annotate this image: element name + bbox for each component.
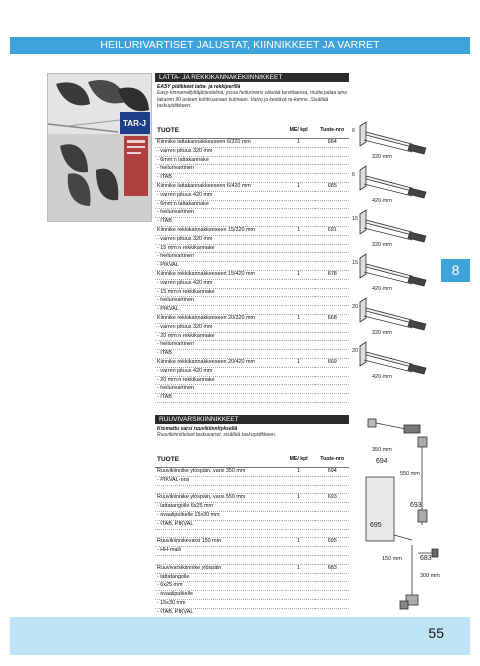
table-row xyxy=(155,147,349,156)
bracket-length-label: 320 mm xyxy=(372,242,392,248)
label-550mm: 550 mm xyxy=(400,471,420,477)
unit-cell xyxy=(282,209,316,218)
product-name-cell xyxy=(155,555,282,564)
product-name-cell: Ruuvikiinnikevarsi 150 mm xyxy=(155,538,282,547)
product-number-cell xyxy=(315,591,349,600)
label-683: 683 xyxy=(420,555,432,562)
product-number-cell xyxy=(315,174,349,183)
bracket-drawings xyxy=(350,118,440,388)
table-row xyxy=(155,253,349,262)
unit-cell xyxy=(282,529,316,538)
product-number-cell: 693 xyxy=(315,494,349,503)
unit-cell: 1 xyxy=(282,468,316,477)
unit-cell xyxy=(282,394,316,403)
unit-cell xyxy=(282,591,316,600)
product-name-cell: - 20 mm:n rekkikannake xyxy=(155,376,282,385)
table-row xyxy=(155,182,349,191)
bracket-length-label: 320 mm xyxy=(372,330,392,336)
product-number-cell: 695 xyxy=(315,538,349,547)
product-name-cell: Ruuvivarsikiinnike ylöspäin xyxy=(155,564,282,573)
product-number-cell xyxy=(315,200,349,209)
product-number-cell xyxy=(315,156,349,165)
product-number-cell xyxy=(315,262,349,271)
product-photo xyxy=(47,73,152,222)
bracket-drawing xyxy=(360,122,426,154)
table-row xyxy=(155,376,349,385)
product-number-cell xyxy=(315,165,349,174)
product-number-cell xyxy=(315,599,349,608)
product-number-cell xyxy=(315,279,349,288)
product-number-cell xyxy=(315,218,349,227)
column-header-number: Tuote-nro xyxy=(315,122,349,139)
table-row xyxy=(155,529,349,538)
product-number-cell xyxy=(315,573,349,582)
table-row xyxy=(155,156,349,165)
table-row xyxy=(155,288,349,297)
product-name-cell: - varren pituus 420 mm xyxy=(155,191,282,200)
table-row xyxy=(155,367,349,376)
unit-cell xyxy=(282,520,316,529)
unit-cell: 1 xyxy=(282,270,316,279)
table-row xyxy=(155,394,349,403)
table-row xyxy=(155,174,349,183)
product-number-cell xyxy=(315,244,349,253)
screw-bracket-drawing xyxy=(362,415,442,615)
unit-cell xyxy=(282,262,316,271)
label-150mm: 150 mm xyxy=(382,556,402,562)
bracket-length-label: 320 mm xyxy=(372,154,392,160)
unit-cell xyxy=(282,147,316,156)
page-header: HEILURIVARTISET JALUSTAT, KIINNIKKEET JA VARRET xyxy=(10,37,470,54)
product-name-cell: - ITAB xyxy=(155,218,282,227)
unit-cell xyxy=(282,476,316,485)
label-693: 693 xyxy=(410,502,422,509)
label-300mm: 300 mm xyxy=(420,573,440,579)
product-number-cell xyxy=(315,476,349,485)
product-name-cell: Ruuvikiinnike ylöspäin, varsi 550 mm xyxy=(155,494,282,503)
product-number-cell xyxy=(315,306,349,315)
table-row xyxy=(155,468,349,477)
section-description: Easy-hinnamallyttäjärjestelmä, jossa heilurivarsi väistää tarvittaessa, mutta palaa aina takaisin 90 asteen kohtisuoraan kulmaan. Valvo ja kestävä ra-kenne. Sisältää taskupidikkeen. xyxy=(157,90,348,109)
column-header-product: TUOTE xyxy=(155,122,282,139)
table-row xyxy=(155,297,349,306)
table-row xyxy=(155,582,349,591)
unit-cell xyxy=(282,323,316,332)
unit-cell xyxy=(282,200,316,209)
unit-cell: 1 xyxy=(282,182,316,191)
unit-cell xyxy=(282,511,316,520)
product-name-cell: - varren pituus 320 mm xyxy=(155,235,282,244)
product-number-cell xyxy=(315,367,349,376)
bracket-thickness-label: 20 xyxy=(352,348,359,354)
table-row xyxy=(155,547,349,556)
table-row xyxy=(155,191,349,200)
product-name-cell: - 20 mm:n rekkikannake xyxy=(155,332,282,341)
page-footer xyxy=(10,617,470,655)
unit-cell xyxy=(282,350,316,359)
product-number-cell xyxy=(315,235,349,244)
bracket-thickness-label: 15 xyxy=(352,216,359,222)
table-row xyxy=(155,591,349,600)
table-row xyxy=(155,385,349,394)
table-row xyxy=(155,244,349,253)
product-name-cell: - 15x30 mm xyxy=(155,599,282,608)
table-row xyxy=(155,270,349,279)
section-intro-ruuvi xyxy=(157,426,349,439)
unit-cell xyxy=(282,156,316,165)
product-name-cell: - lattatangolle 6x25 mm xyxy=(155,503,282,512)
product-name-cell: - varren pituus 420 mm xyxy=(155,279,282,288)
unit-cell xyxy=(282,306,316,315)
product-name-cell: Kiinnike lattakannakkeeseen 6/320 mm xyxy=(155,139,282,148)
bracket-drawing xyxy=(360,166,426,198)
product-name-cell: Kiinnike rekkikannakkeeseen 15/320 mm xyxy=(155,226,282,235)
product-name-cell: - heilurivartinen xyxy=(155,385,282,394)
product-name-cell: Kiinnike rekkikannakkeeseen 15/420 mm xyxy=(155,270,282,279)
product-number-cell: 685 xyxy=(315,182,349,191)
unit-cell xyxy=(282,174,316,183)
unit-cell xyxy=(282,341,316,350)
product-number-cell: 678 xyxy=(315,270,349,279)
unit-cell: 1 xyxy=(282,139,316,148)
bracket-thickness-label: 20 xyxy=(352,304,359,310)
product-name-cell: - heilurivartinen xyxy=(155,297,282,306)
unit-cell xyxy=(282,332,316,341)
product-name-cell: - lattatangolle xyxy=(155,573,282,582)
unit-cell xyxy=(282,385,316,394)
table-row xyxy=(155,350,349,359)
unit-cell xyxy=(282,235,316,244)
bracket-drawing xyxy=(360,298,426,330)
unit-cell xyxy=(282,573,316,582)
product-number-cell xyxy=(315,332,349,341)
table-row xyxy=(155,503,349,512)
table-row xyxy=(155,511,349,520)
product-name-cell: - ITAB, PIKVAL xyxy=(155,608,282,617)
product-number-cell xyxy=(315,297,349,306)
column-header-unit: ME/ kpl xyxy=(282,122,316,139)
table-row xyxy=(155,200,349,209)
unit-cell: 1 xyxy=(282,494,316,503)
table-row xyxy=(155,476,349,485)
product-number-cell xyxy=(315,529,349,538)
table-row xyxy=(155,332,349,341)
unit-cell: 1 xyxy=(282,564,316,573)
product-number-cell xyxy=(315,191,349,200)
product-name-cell xyxy=(155,529,282,538)
bracket-thickness-label: 6 xyxy=(352,172,356,178)
product-number-cell xyxy=(315,209,349,218)
product-name-cell: - varren pituus 420 mm xyxy=(155,367,282,376)
product-number-cell: 668 xyxy=(315,314,349,323)
product-number-cell xyxy=(315,555,349,564)
unit-cell xyxy=(282,165,316,174)
product-name-cell: - 6mm:n lattakannake xyxy=(155,200,282,209)
product-name-cell: - ITAB xyxy=(155,174,282,183)
product-name-cell: - heilurivartinen xyxy=(155,341,282,350)
table-row xyxy=(155,555,349,564)
product-number-cell xyxy=(315,350,349,359)
unit-cell: 1 xyxy=(282,358,316,367)
unit-cell xyxy=(282,279,316,288)
product-number-cell xyxy=(315,385,349,394)
product-number-cell xyxy=(315,520,349,529)
product-number-cell xyxy=(315,547,349,556)
product-name-cell: - ovaaliputkelle xyxy=(155,591,282,600)
product-name-cell: - heilurivartinen xyxy=(155,253,282,262)
table-row xyxy=(155,262,349,271)
table-row xyxy=(155,165,349,174)
product-number-cell xyxy=(315,582,349,591)
product-name-cell: - PIKVAL xyxy=(155,262,282,271)
product-number-cell: 684 xyxy=(315,139,349,148)
bracket-length-label: 420 mm xyxy=(372,374,392,380)
product-number-cell: 669 xyxy=(315,358,349,367)
unit-cell xyxy=(282,376,316,385)
product-number-cell xyxy=(315,341,349,350)
section-subtitle: EASY pidikkeet latta- ja rekkiperillä xyxy=(157,84,241,90)
table-row xyxy=(155,235,349,244)
product-number-cell xyxy=(315,511,349,520)
column-header-product: TUOTE xyxy=(155,451,282,468)
product-name-cell: - HH-malli xyxy=(155,547,282,556)
unit-cell xyxy=(282,485,316,494)
section-title-ruuvi: RUUVIVARSIKIINNIKKEET xyxy=(155,415,349,424)
unit-cell: 1 xyxy=(282,538,316,547)
product-name-cell: - PIKVAL-orsi xyxy=(155,476,282,485)
column-header-unit: ME/ kpl xyxy=(282,451,316,468)
table-row xyxy=(155,538,349,547)
table-row xyxy=(155,218,349,227)
product-table-ruuvi xyxy=(155,451,349,618)
table-row xyxy=(155,520,349,529)
product-name-cell: Kiinnike lattakannakkeeseen 6/420 mm xyxy=(155,182,282,191)
product-name-cell: - ovaaliputkelle 15x30 mm xyxy=(155,511,282,520)
product-number-cell xyxy=(315,608,349,617)
product-number-cell: 683 xyxy=(315,564,349,573)
product-table-latta xyxy=(155,122,349,403)
product-name-cell: Kiinnike rekkikannakkeeseen 20/420 mm xyxy=(155,358,282,367)
table-row xyxy=(155,564,349,573)
section-title-latta: LATTA- JA REKKIKANNAKEKIINNIKKEET xyxy=(155,73,349,82)
product-name-cell: Ruuvikiinnike ylöspäin, varsi 350 mm xyxy=(155,468,282,477)
unit-cell xyxy=(282,218,316,227)
product-name-cell: - PIKVAL xyxy=(155,306,282,315)
unit-cell xyxy=(282,547,316,556)
unit-cell xyxy=(282,503,316,512)
product-number-cell xyxy=(315,376,349,385)
table-row xyxy=(155,323,349,332)
unit-cell xyxy=(282,297,316,306)
section2-description: Ruuvikiinnitteiset taskuvarret, sisältää taskupidikkeen. xyxy=(157,432,277,439)
product-name-cell: - varren pituus 320 mm xyxy=(155,323,282,332)
unit-cell xyxy=(282,288,316,297)
product-number-cell xyxy=(315,485,349,494)
bracket-thickness-label: 15 xyxy=(352,260,359,266)
unit-cell xyxy=(282,191,316,200)
product-number-cell: 691 xyxy=(315,226,349,235)
table-row xyxy=(155,341,349,350)
table-row xyxy=(155,306,349,315)
bracket-thickness-label: 6 xyxy=(352,128,356,134)
product-number-cell xyxy=(315,394,349,403)
table-row xyxy=(155,279,349,288)
product-name-cell: - varren pituus 320 mm xyxy=(155,147,282,156)
product-number-cell xyxy=(315,253,349,262)
product-number-cell xyxy=(315,288,349,297)
table-row xyxy=(155,226,349,235)
unit-cell xyxy=(282,599,316,608)
product-number-cell xyxy=(315,147,349,156)
product-name-cell: - heilurivartinen xyxy=(155,165,282,174)
unit-cell: 1 xyxy=(282,314,316,323)
product-name-cell: - ITAB, PIKVAL xyxy=(155,520,282,529)
product-number-cell: 694 xyxy=(315,468,349,477)
product-name-cell xyxy=(155,485,282,494)
product-name-cell: - 6mm:n lattakannake xyxy=(155,156,282,165)
label-695: 695 xyxy=(370,522,382,529)
unit-cell xyxy=(282,608,316,617)
product-name-cell: Kiinnike rekkikannakkeeseen 20/320 mm xyxy=(155,314,282,323)
product-name-cell: - 6x25 mm xyxy=(155,582,282,591)
table-row xyxy=(155,209,349,218)
table-row xyxy=(155,573,349,582)
bracket-length-label: 420 mm xyxy=(372,198,392,204)
unit-cell: 1 xyxy=(282,226,316,235)
table-row xyxy=(155,494,349,503)
section-intro-latta xyxy=(157,84,349,109)
label-694: 694 xyxy=(376,458,388,465)
section2-subtitle: Kromattu varsi ruuvikiinnityksellä xyxy=(157,426,238,432)
bracket-length-label: 420 mm xyxy=(372,286,392,292)
photo-sign-text: TAR-J xyxy=(123,119,146,128)
table-row xyxy=(155,358,349,367)
chapter-tab: 8 xyxy=(441,259,470,282)
unit-cell xyxy=(282,244,316,253)
table-row xyxy=(155,485,349,494)
product-name-cell: - heilurivartinen xyxy=(155,209,282,218)
page-number: 55 xyxy=(428,625,444,641)
product-number-cell xyxy=(315,323,349,332)
column-header-number: Tuote-nro xyxy=(315,451,349,468)
unit-cell xyxy=(282,582,316,591)
product-name-cell: - 15 mm:n rekkikannake xyxy=(155,288,282,297)
product-name-cell: - 15 mm:n rekkikannake xyxy=(155,244,282,253)
table-row xyxy=(155,314,349,323)
product-name-cell: - ITAB xyxy=(155,394,282,403)
unit-cell xyxy=(282,253,316,262)
label-350mm: 350 mm xyxy=(372,447,392,453)
bracket-drawing xyxy=(360,254,426,286)
product-number-cell xyxy=(315,503,349,512)
bracket-drawing xyxy=(360,342,426,374)
bracket-drawing xyxy=(360,210,426,242)
product-name-cell: - ITAB xyxy=(155,350,282,359)
table-row xyxy=(155,599,349,608)
table-row xyxy=(155,608,349,617)
unit-cell xyxy=(282,367,316,376)
unit-cell xyxy=(282,555,316,564)
table-row xyxy=(155,139,349,148)
